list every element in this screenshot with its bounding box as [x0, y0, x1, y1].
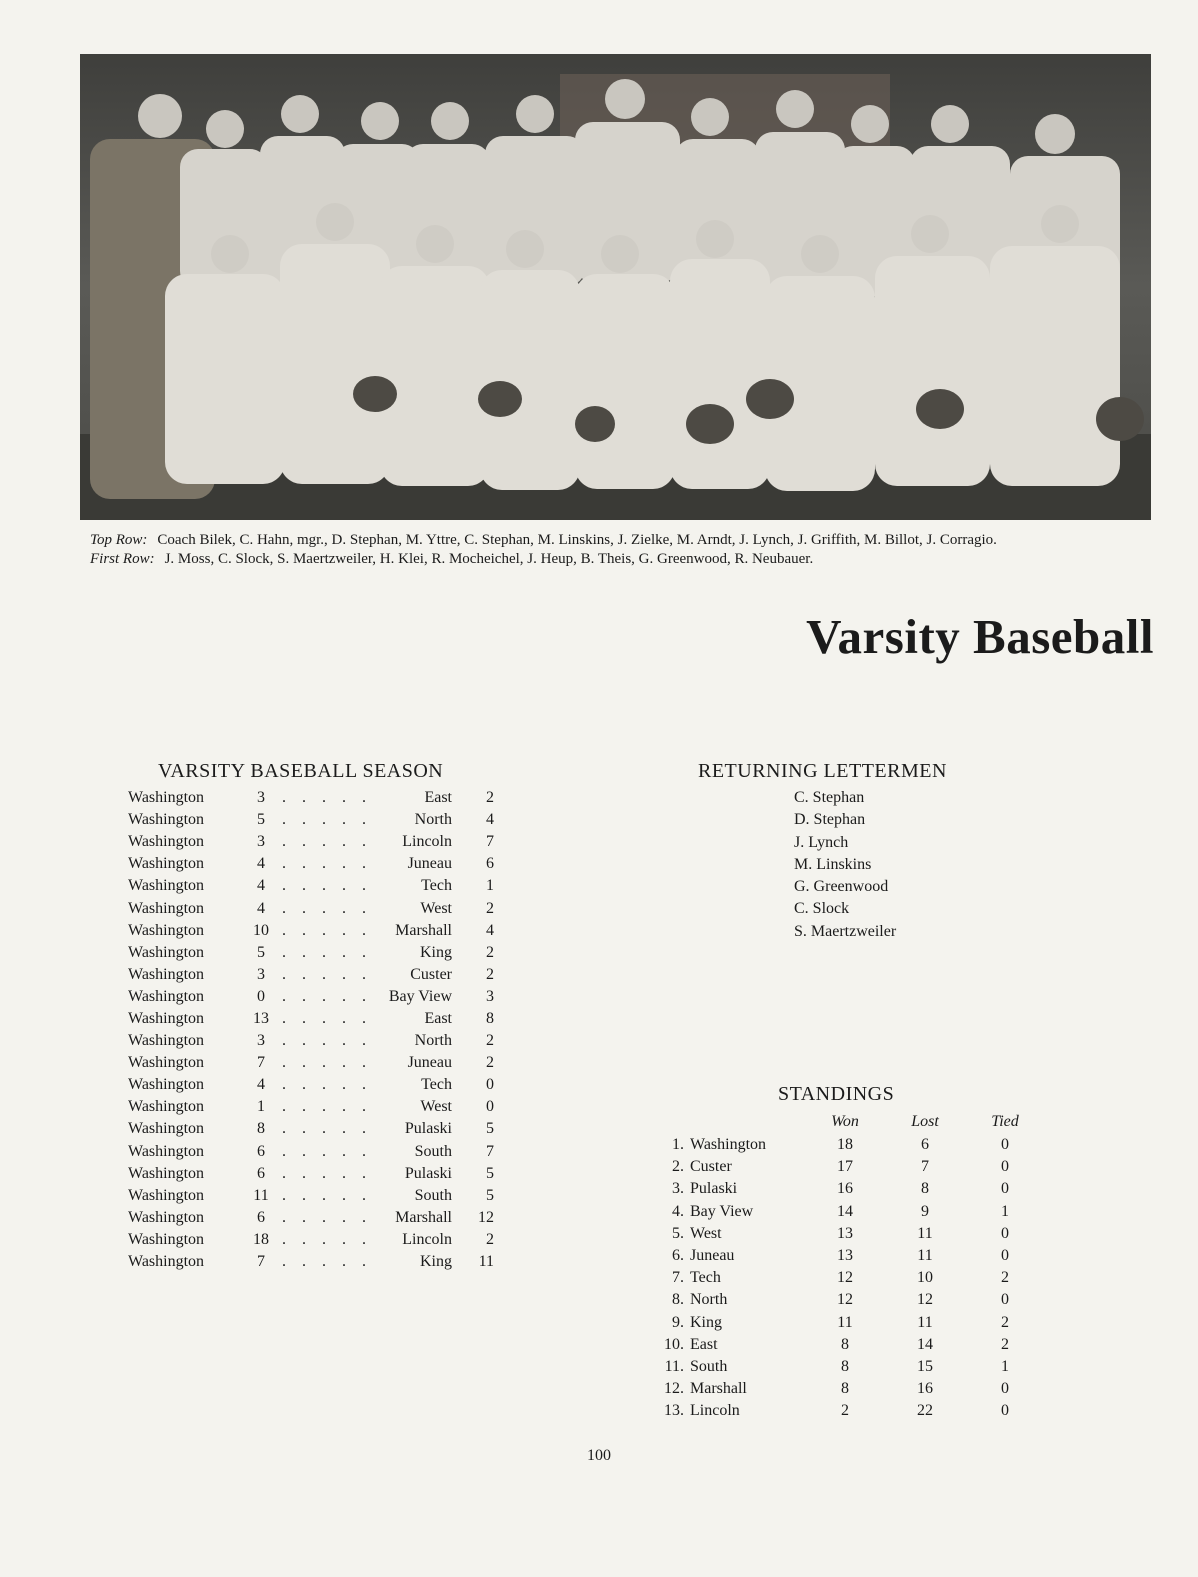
- col-lost: Lost: [911, 1113, 939, 1130]
- leader-dots: . . . . .: [282, 943, 372, 961]
- standings-won: 18: [837, 1136, 853, 1154]
- standings-row: [640, 1356, 1060, 1378]
- game-opponent-score: 1: [486, 877, 494, 895]
- standings-tied: 0: [1001, 1136, 1009, 1154]
- standings-team: East: [690, 1335, 718, 1353]
- game-opponent: West: [420, 1098, 452, 1116]
- game-opponent: Juneau: [407, 1054, 452, 1072]
- game-washington-score: 8: [257, 1120, 265, 1138]
- game-opponent-score: 7: [486, 1142, 494, 1160]
- standings-team: Bay View: [690, 1202, 754, 1220]
- standings-team: King: [690, 1313, 722, 1331]
- standings-team: North: [690, 1291, 728, 1309]
- standings-lost: 12: [917, 1291, 933, 1309]
- game-opponent-score: 2: [486, 943, 494, 961]
- game-opponent: King: [420, 943, 452, 961]
- game-opponent-score: 2: [486, 899, 494, 917]
- game-row: [128, 853, 528, 875]
- game-opponent-score: 12: [478, 1208, 494, 1226]
- leader-dots: . . . . .: [282, 1164, 372, 1182]
- standings-team: Washington: [690, 1136, 767, 1154]
- game-team: Washington: [128, 1054, 205, 1072]
- game-row: [128, 1185, 528, 1207]
- standings-row: [640, 1223, 1060, 1245]
- standings-won: 2: [841, 1402, 849, 1420]
- game-row: [128, 1008, 528, 1030]
- game-opponent-score: 6: [486, 855, 494, 873]
- game-washington-score: 4: [257, 855, 265, 873]
- game-washington-score: 5: [257, 811, 265, 829]
- standings-rows: [640, 1134, 1060, 1422]
- game-team: Washington: [128, 1186, 205, 1204]
- returning-lettermen: [698, 760, 1018, 943]
- standings-rank: 3.: [672, 1180, 684, 1198]
- leader-dots: . . . . .: [282, 811, 372, 829]
- game-washington-score: 7: [257, 1054, 265, 1072]
- game-opponent: Tech: [421, 1076, 452, 1094]
- game-row: [128, 1118, 528, 1140]
- standings-won: 16: [837, 1180, 853, 1198]
- game-team: Washington: [128, 921, 205, 939]
- game-team: Washington: [128, 877, 205, 895]
- standings-lost: 16: [917, 1380, 933, 1398]
- standings-tied: 0: [1001, 1180, 1009, 1198]
- standings-rank: 13.: [664, 1402, 684, 1420]
- standings-tied: 0: [1001, 1224, 1009, 1242]
- standings-team: Pulaski: [690, 1180, 738, 1198]
- game-opponent-score: 5: [486, 1186, 494, 1204]
- game-opponent: East: [424, 1009, 452, 1027]
- leader-dots: . . . . .: [282, 1230, 372, 1248]
- leader-dots: . . . . .: [282, 987, 372, 1005]
- letterman-name: D. Stephan: [794, 811, 866, 829]
- standings-rank: 2.: [672, 1158, 684, 1176]
- leader-dots: . . . . .: [282, 789, 372, 807]
- standings-lost: 6: [921, 1136, 929, 1154]
- season-results: [128, 760, 528, 1273]
- game-row: [128, 1163, 528, 1185]
- standings-lost: 15: [917, 1357, 933, 1375]
- standings-lost: 11: [917, 1247, 933, 1265]
- game-team: Washington: [128, 833, 205, 851]
- game-row: [128, 809, 528, 831]
- game-team: Washington: [128, 1098, 205, 1116]
- page-number: 100: [587, 1447, 611, 1464]
- standings-won: 8: [841, 1380, 849, 1398]
- game-team: Washington: [128, 965, 205, 983]
- game-opponent: Pulaski: [404, 1164, 452, 1182]
- standings-team: Custer: [690, 1158, 732, 1176]
- leader-dots: . . . . .: [282, 1253, 372, 1271]
- game-opponent-score: 7: [486, 833, 494, 851]
- game-washington-score: 4: [257, 877, 265, 895]
- standings-rank: 12.: [664, 1380, 684, 1398]
- standings-row: [640, 1245, 1060, 1267]
- game-opponent-score: 2: [486, 1054, 494, 1072]
- game-opponent-score: 0: [486, 1098, 494, 1116]
- season-games-list: [128, 787, 528, 1273]
- game-opponent: Custer: [410, 965, 452, 983]
- standings-rank: 8.: [672, 1291, 684, 1309]
- game-row: [128, 986, 528, 1008]
- leader-dots: . . . . .: [282, 1098, 372, 1116]
- standings-tied: 0: [1001, 1402, 1009, 1420]
- leader-dots: . . . . .: [282, 965, 372, 983]
- letterman-name: C. Stephan: [794, 789, 865, 806]
- standings-won: 12: [837, 1269, 853, 1287]
- standings-team: Tech: [690, 1269, 721, 1287]
- game-opponent: South: [414, 1186, 452, 1204]
- game-opponent-score: 8: [486, 1009, 494, 1027]
- standings-rank: 4.: [672, 1202, 684, 1220]
- standings-row: [640, 1400, 1060, 1422]
- leader-dots: . . . . .: [282, 855, 372, 873]
- game-washington-score: 18: [253, 1230, 269, 1248]
- letterman-name: S. Maertzweiler: [794, 922, 897, 940]
- standings-heading: STANDINGS: [778, 1083, 895, 1105]
- game-opponent: Marshall: [395, 921, 452, 939]
- game-opponent: West: [420, 899, 452, 917]
- letterman-name: C. Slock: [794, 900, 850, 918]
- game-opponent-score: 11: [478, 1253, 494, 1271]
- game-washington-score: 6: [257, 1142, 265, 1160]
- page-title: Varsity Baseball: [806, 609, 1154, 664]
- game-washington-score: 1: [257, 1098, 265, 1116]
- standings-won: 14: [837, 1202, 853, 1220]
- game-opponent-score: 3: [486, 987, 494, 1005]
- standings-rank: 1.: [672, 1136, 684, 1154]
- standings-won: 13: [837, 1224, 853, 1242]
- game-opponent: East: [424, 789, 452, 807]
- standings-tied: 0: [1001, 1158, 1009, 1176]
- standings-rank: 9.: [672, 1313, 684, 1331]
- game-row: [128, 1074, 528, 1096]
- standings-table: [640, 1083, 1060, 1422]
- standings-won: 12: [837, 1291, 853, 1309]
- game-row: [128, 920, 528, 942]
- game-opponent: King: [420, 1253, 452, 1271]
- game-opponent-score: 4: [486, 921, 494, 939]
- standings-team: Lincoln: [690, 1402, 740, 1420]
- leader-dots: . . . . .: [282, 1186, 372, 1204]
- game-team: Washington: [128, 1032, 205, 1050]
- game-team: Washington: [128, 811, 205, 829]
- standings-won: 8: [841, 1357, 849, 1375]
- standings-tied: 2: [1001, 1335, 1009, 1353]
- game-opponent: Lincoln: [402, 833, 452, 851]
- standings-lost: 7: [921, 1158, 929, 1176]
- standings-won: 17: [837, 1158, 853, 1176]
- standings-row: [640, 1134, 1060, 1156]
- game-row: [128, 875, 528, 897]
- col-won: Won: [831, 1113, 859, 1130]
- game-washington-score: 3: [257, 1032, 265, 1050]
- leader-dots: . . . . .: [282, 1032, 372, 1050]
- standings-won: 13: [837, 1247, 853, 1265]
- game-row: [128, 1229, 528, 1251]
- game-team: Washington: [128, 1230, 205, 1248]
- standings-team: South: [690, 1357, 728, 1375]
- photo-caption: [90, 532, 1150, 570]
- letterman-name: M. Linskins: [794, 855, 872, 873]
- leader-dots: . . . . .: [282, 877, 372, 895]
- leader-dots: . . . . .: [282, 833, 372, 851]
- game-team: Washington: [128, 1009, 205, 1027]
- game-washington-score: 5: [257, 943, 265, 961]
- game-washington-score: 0: [257, 987, 265, 1005]
- game-washington-score: 3: [257, 965, 265, 983]
- game-opponent-score: 5: [486, 1120, 494, 1138]
- standings-rank: 5.: [672, 1224, 684, 1242]
- standings-lost: 9: [921, 1202, 929, 1220]
- game-opponent: Lincoln: [402, 1230, 452, 1248]
- game-opponent-score: 2: [486, 1032, 494, 1050]
- leader-dots: . . . . .: [282, 1054, 372, 1072]
- standings-lost: 8: [921, 1180, 929, 1198]
- game-opponent: Bay View: [388, 987, 452, 1005]
- game-washington-score: 6: [257, 1164, 265, 1182]
- lettermen-list: [794, 787, 1018, 943]
- standings-tied: 2: [1001, 1313, 1009, 1331]
- standings-header-row: [640, 1110, 1060, 1134]
- team-photo-icon: [80, 54, 1151, 520]
- game-team: Washington: [128, 1142, 205, 1160]
- standings-row: [640, 1201, 1060, 1223]
- standings-team: Juneau: [690, 1247, 735, 1265]
- game-row: [128, 1052, 528, 1074]
- standings-rank: 6.: [672, 1247, 684, 1265]
- game-washington-score: 4: [257, 1076, 265, 1094]
- letterman-name: G. Greenwood: [794, 878, 889, 896]
- standings-team: Marshall: [690, 1380, 747, 1398]
- col-tied: Tied: [991, 1113, 1019, 1130]
- game-opponent-score: 0: [486, 1076, 494, 1094]
- standings-tied: 0: [1001, 1247, 1009, 1265]
- game-washington-score: 10: [253, 921, 269, 939]
- game-team: Washington: [128, 1253, 205, 1271]
- leader-dots: . . . . .: [282, 1208, 372, 1226]
- standings-row: [640, 1289, 1060, 1311]
- lettermen-heading: RETURNING LETTERMEN: [698, 760, 947, 782]
- game-row: [128, 1207, 528, 1229]
- standings-won: 8: [841, 1335, 849, 1353]
- standings-rank: 10.: [664, 1335, 684, 1353]
- team-photo: [80, 54, 1151, 520]
- game-opponent: Tech: [421, 877, 452, 895]
- standings-row: [640, 1334, 1060, 1356]
- game-opponent: Juneau: [407, 855, 452, 873]
- game-opponent: North: [414, 1032, 452, 1050]
- game-washington-score: 11: [253, 1186, 269, 1204]
- caption-first-row: First Row: J. Moss, C. Slock, S. Maertzweiler, H. Klei, R. Mocheichel, J. Heup, B. Theis, G. Greenwood, R. Neubauer.: [90, 551, 814, 567]
- game-opponent: Marshall: [395, 1208, 452, 1226]
- standings-lost: 22: [917, 1402, 933, 1420]
- standings-row: [640, 1267, 1060, 1289]
- standings-row: [640, 1312, 1060, 1334]
- standings-team: West: [690, 1224, 722, 1242]
- standings-lost: 10: [917, 1269, 933, 1287]
- game-opponent: Pulaski: [404, 1120, 452, 1138]
- game-team: Washington: [128, 987, 205, 1005]
- standings-tied: 0: [1001, 1291, 1009, 1309]
- game-team: Washington: [128, 1164, 205, 1182]
- game-opponent: North: [414, 811, 452, 829]
- game-washington-score: 13: [253, 1009, 269, 1027]
- game-row: [128, 1251, 528, 1273]
- game-row: [128, 787, 528, 809]
- letterman-name: J. Lynch: [794, 833, 849, 851]
- game-row: [128, 964, 528, 986]
- game-washington-score: 6: [257, 1208, 265, 1226]
- game-opponent-score: 2: [486, 1230, 494, 1248]
- game-opponent-score: 2: [486, 965, 494, 983]
- standings-lost: 11: [917, 1313, 933, 1331]
- standings-tied: 2: [1001, 1269, 1009, 1287]
- standings-row: [640, 1378, 1060, 1400]
- standings-row: [640, 1178, 1060, 1200]
- leader-dots: . . . . .: [282, 921, 372, 939]
- game-row: [128, 897, 528, 919]
- leader-dots: . . . . .: [282, 1009, 372, 1027]
- game-washington-score: 4: [257, 899, 265, 917]
- game-opponent: South: [414, 1142, 452, 1160]
- game-opponent-score: 5: [486, 1164, 494, 1182]
- game-team: Washington: [128, 1076, 205, 1094]
- game-row: [128, 1141, 528, 1163]
- game-row: [128, 1030, 528, 1052]
- standings-row: [640, 1156, 1060, 1178]
- leader-dots: . . . . .: [282, 1076, 372, 1094]
- standings-tied: 0: [1001, 1380, 1009, 1398]
- game-team: Washington: [128, 943, 205, 961]
- season-heading: VARSITY BASEBALL SEASON: [158, 760, 444, 782]
- game-row: [128, 831, 528, 853]
- leader-dots: . . . . .: [282, 1142, 372, 1160]
- leader-dots: . . . . .: [282, 1120, 372, 1138]
- standings-rank: 7.: [672, 1269, 684, 1287]
- game-row: [128, 942, 528, 964]
- standings-won: 11: [837, 1313, 853, 1331]
- standings-rank: 11.: [664, 1357, 684, 1375]
- standings-tied: 1: [1001, 1202, 1009, 1220]
- game-washington-score: 3: [257, 833, 265, 851]
- standings-lost: 14: [917, 1335, 933, 1353]
- caption-top-row: Top Row: Coach Bilek, C. Hahn, mgr., D. Stephan, M. Yttre, C. Stephan, M. Linskins, J. Zielke, M. Arndt, J. Lynch, J. Griffith, M. Billot, J. Corragio.: [90, 532, 997, 548]
- leader-dots: . . . . .: [282, 899, 372, 917]
- game-opponent-score: 4: [486, 811, 494, 829]
- game-opponent-score: 2: [486, 789, 494, 807]
- game-washington-score: 7: [257, 1253, 265, 1271]
- standings-tied: 1: [1001, 1357, 1009, 1375]
- game-washington-score: 3: [257, 789, 265, 807]
- game-team: Washington: [128, 1208, 205, 1226]
- standings-lost: 11: [917, 1224, 933, 1242]
- game-team: Washington: [128, 899, 205, 917]
- game-team: Washington: [128, 789, 205, 807]
- game-team: Washington: [128, 1120, 205, 1138]
- game-team: Washington: [128, 855, 205, 873]
- game-row: [128, 1096, 528, 1118]
